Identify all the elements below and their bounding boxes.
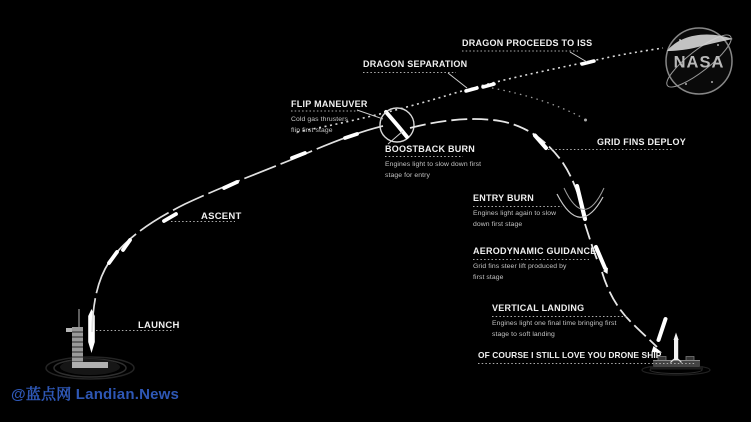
ascent-path xyxy=(92,126,383,332)
entry-burn-mark xyxy=(557,186,604,219)
label-dragon-separation xyxy=(363,59,467,70)
label-ascent xyxy=(201,211,242,222)
label-grid-fins-deploy xyxy=(597,137,686,148)
drone-ship-title: OF COURSE I STILL LOVE YOU DRONE SHIP xyxy=(478,350,662,360)
vertical-landing-sub1: Engines light one final time bringing first xyxy=(492,319,617,327)
launch-pad xyxy=(46,309,134,379)
landing-rocket-mark xyxy=(659,319,666,340)
label-aerodynamic-guidance xyxy=(473,246,597,284)
vertical-landing-sub2: stage to soft landing xyxy=(492,331,555,338)
boostback-burn-title: BOOSTBACK BURN xyxy=(385,144,475,154)
label-boostback-burn xyxy=(385,144,481,182)
launch-title: LAUNCH xyxy=(138,320,180,331)
vertical-landing-title: VERTICAL LANDING xyxy=(492,303,585,313)
ascent-stage-marks xyxy=(109,134,357,263)
label-launch xyxy=(138,320,180,331)
entry-burn-sub2: down first stage xyxy=(473,221,523,228)
nasa-logo xyxy=(661,28,737,94)
aerodynamic-guidance-title: AERODYNAMIC GUIDANCE xyxy=(473,246,597,256)
entry-burn-title: ENTRY BURN xyxy=(473,193,535,203)
dragon-proceeds-title: DRAGON PROCEEDS TO ISS xyxy=(462,38,593,48)
grid-fins-deploy-title: GRID FINS DEPLOY xyxy=(597,137,687,147)
ascent-title: ASCENT xyxy=(201,211,242,222)
flip-maneuver-sub2: flip first stage xyxy=(291,127,333,134)
dragon-separation-title: DRAGON SEPARATION xyxy=(363,59,468,69)
label-dragon-proceeds xyxy=(462,38,592,49)
aerodynamic-guidance-sub2: first stage xyxy=(473,274,504,281)
flip-maneuver-title: FLIP MANEUVER xyxy=(291,99,368,109)
second-stage-path xyxy=(492,88,587,122)
aero-guidance-mark xyxy=(596,247,608,274)
label-flip-maneuver xyxy=(291,99,368,137)
landed-rocket xyxy=(671,333,682,363)
flip-maneuver-sub1: Cold gas thrusters xyxy=(291,115,348,123)
aerodynamic-guidance-sub1: Grid fins steer lift produced by xyxy=(473,262,567,270)
watermark: @蓝点网 Landian.News xyxy=(11,386,180,403)
label-drone-ship xyxy=(478,350,661,361)
label-entry-burn xyxy=(473,193,556,231)
boostback-burn-sub1: Engines light to slow down first xyxy=(385,160,482,168)
label-vertical-landing xyxy=(492,303,616,341)
entry-burn-sub1: Engines light again to slow xyxy=(473,209,557,217)
dragon-capsule-marks xyxy=(466,61,594,91)
boostback-burn-sub2: stage for entry xyxy=(385,172,430,179)
nasa-logo-text: NASA xyxy=(673,53,725,72)
